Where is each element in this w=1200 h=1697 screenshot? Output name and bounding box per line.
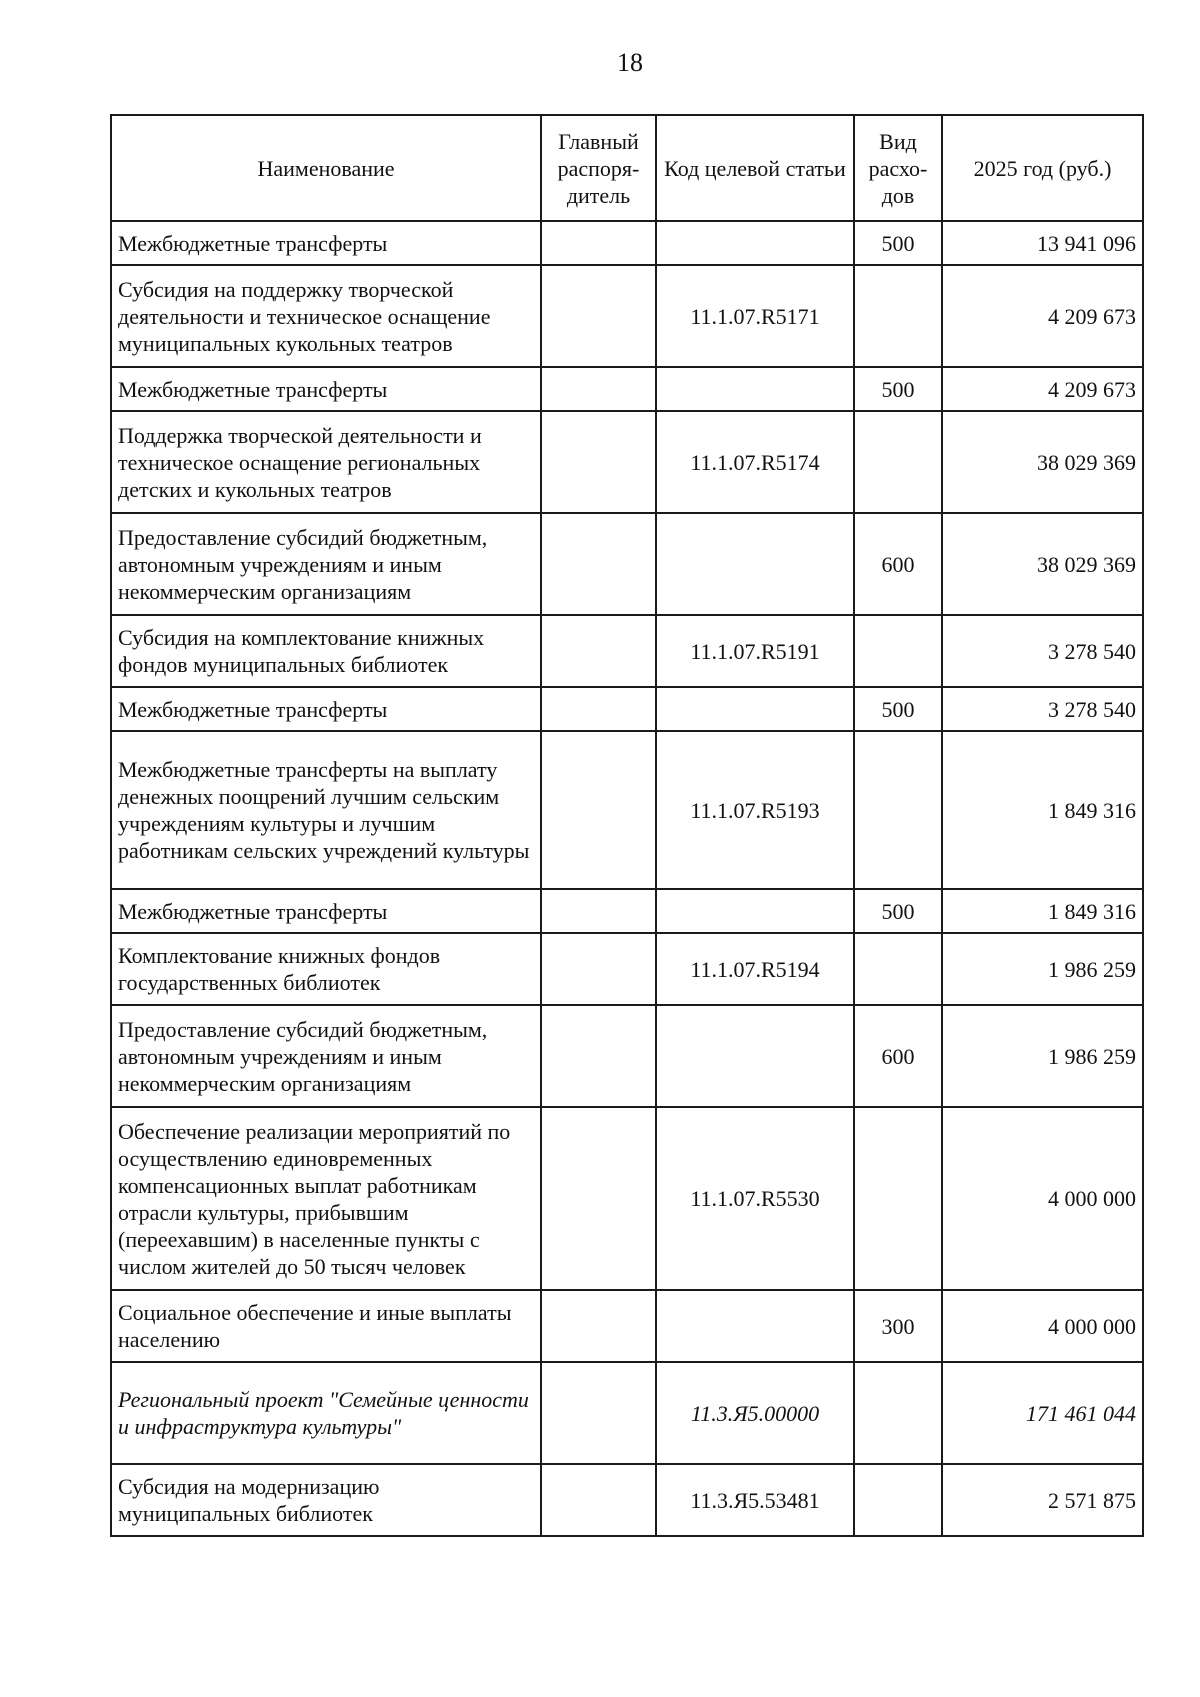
- row-expense-type: [854, 265, 942, 367]
- table-row: [111, 1107, 1143, 1290]
- row-name: Предоставление субсидий бюджетным, автономным учреждениям и иным некоммерческим организациям: [111, 1005, 541, 1107]
- row-amount: 38 029 369: [942, 411, 1143, 513]
- header-chief-administrator: Главный распоря-дитель: [541, 115, 656, 221]
- table-row: [111, 933, 1143, 1005]
- row-expense-type: [854, 731, 942, 889]
- row-amount: 4 209 673: [942, 367, 1143, 411]
- row-expense-type: [854, 411, 942, 513]
- row-name: Обеспечение реализации мероприятий по осуществлению единовременных компенсационных выплат работникам отрасли культуры, прибывшим (переехавшим) в населенные пункты с числом жителей до 50 тысяч человек: [111, 1107, 541, 1290]
- row-target-code: 11.3.Я5.00000: [656, 1362, 854, 1464]
- row-expense-type: 500: [854, 367, 942, 411]
- row-chief-administrator: [541, 731, 656, 889]
- header-target-code: Код целевой статьи: [656, 115, 854, 221]
- row-expense-type: [854, 1107, 942, 1290]
- row-amount: 3 278 540: [942, 687, 1143, 731]
- table-row: [111, 1005, 1143, 1107]
- row-expense-type: 500: [854, 221, 942, 265]
- row-chief-administrator: [541, 1464, 656, 1536]
- row-amount: 4 209 673: [942, 265, 1143, 367]
- row-name: Субсидия на поддержку творческой деятельности и техническое оснащение муниципальных кукольных театров: [111, 265, 541, 367]
- row-expense-type: 600: [854, 513, 942, 615]
- row-chief-administrator: [541, 411, 656, 513]
- row-target-code: 11.3.Я5.53481: [656, 1464, 854, 1536]
- table-row: [111, 731, 1143, 889]
- budget-table: [110, 114, 1144, 1537]
- row-target-code: 11.1.07.R5174: [656, 411, 854, 513]
- row-expense-type: [854, 1464, 942, 1536]
- row-name: Межбюджетные трансферты: [111, 367, 541, 411]
- row-expense-type: [854, 615, 942, 687]
- row-chief-administrator: [541, 687, 656, 731]
- row-target-code: 11.1.07.R5193: [656, 731, 854, 889]
- page-number: 18: [617, 48, 643, 77]
- table-row: [111, 411, 1143, 513]
- row-name: Субсидия на модернизацию муниципальных библиотек: [111, 1464, 541, 1536]
- row-chief-administrator: [541, 1005, 656, 1107]
- row-expense-type: [854, 933, 942, 1005]
- row-name: Комплектование книжных фондов государственных библиотек: [111, 933, 541, 1005]
- row-amount: 4 000 000: [942, 1107, 1143, 1290]
- header-amount-2025: 2025 год (руб.): [942, 115, 1143, 221]
- row-chief-administrator: [541, 1290, 656, 1362]
- row-target-code: 11.1.07.R5530: [656, 1107, 854, 1290]
- row-target-code: 11.1.07.R5171: [656, 265, 854, 367]
- row-target-code: [656, 687, 854, 731]
- row-target-code: [656, 889, 854, 933]
- row-expense-type: 500: [854, 687, 942, 731]
- header-name: Наименование: [111, 115, 541, 221]
- table-row: [111, 615, 1143, 687]
- table-row: [111, 1290, 1143, 1362]
- row-target-code: 11.1.07.R5194: [656, 933, 854, 1005]
- row-amount: 1 986 259: [942, 1005, 1143, 1107]
- row-amount: 13 941 096: [942, 221, 1143, 265]
- row-amount: 171 461 044: [942, 1362, 1143, 1464]
- header-expense-type: Вид расхо-дов: [854, 115, 942, 221]
- row-target-code: [656, 367, 854, 411]
- row-target-code: [656, 221, 854, 265]
- table-row: [111, 889, 1143, 933]
- row-expense-type: 300: [854, 1290, 942, 1362]
- row-target-code: [656, 1005, 854, 1107]
- row-name: Региональный проект "Семейные ценности и инфраструктура культуры": [111, 1362, 541, 1464]
- row-name: Социальное обеспечение и иные выплаты населению: [111, 1290, 541, 1362]
- row-name: Поддержка творческой деятельности и техническое оснащение региональных детских и кукольных театров: [111, 411, 541, 513]
- row-chief-administrator: [541, 1107, 656, 1290]
- row-name: Межбюджетные трансферты: [111, 687, 541, 731]
- table-body: [111, 221, 1143, 1536]
- table-row: [111, 1464, 1143, 1536]
- table-row: [111, 1362, 1143, 1464]
- row-expense-type: 500: [854, 889, 942, 933]
- table-row: [111, 221, 1143, 265]
- row-amount: 4 000 000: [942, 1290, 1143, 1362]
- row-name: Межбюджетные трансферты: [111, 889, 541, 933]
- row-amount: 2 571 875: [942, 1464, 1143, 1536]
- row-target-code: 11.1.07.R5191: [656, 615, 854, 687]
- row-chief-administrator: [541, 1362, 656, 1464]
- row-name: Межбюджетные трансферты на выплату денежных поощрений лучшим сельским учреждениям культуры и лучшим работникам сельских учреждений культуры: [111, 731, 541, 889]
- table-row: [111, 687, 1143, 731]
- row-expense-type: 600: [854, 1005, 942, 1107]
- table-row: [111, 367, 1143, 411]
- row-amount: 1 986 259: [942, 933, 1143, 1005]
- row-chief-administrator: [541, 889, 656, 933]
- row-chief-administrator: [541, 933, 656, 1005]
- row-chief-administrator: [541, 513, 656, 615]
- row-target-code: [656, 1290, 854, 1362]
- row-name: Субсидия на комплектование книжных фондов муниципальных библиотек: [111, 615, 541, 687]
- row-chief-administrator: [541, 615, 656, 687]
- row-name: Предоставление субсидий бюджетным, автономным учреждениям и иным некоммерческим организациям: [111, 513, 541, 615]
- row-target-code: [656, 513, 854, 615]
- row-chief-administrator: [541, 265, 656, 367]
- row-name: Межбюджетные трансферты: [111, 221, 541, 265]
- row-expense-type: [854, 1362, 942, 1464]
- row-amount: 1 849 316: [942, 889, 1143, 933]
- table-row: [111, 513, 1143, 615]
- table-row: [111, 265, 1143, 367]
- row-amount: 38 029 369: [942, 513, 1143, 615]
- row-amount: 1 849 316: [942, 731, 1143, 889]
- row-amount: 3 278 540: [942, 615, 1143, 687]
- row-chief-administrator: [541, 221, 656, 265]
- table-header-row: [111, 115, 1143, 221]
- row-chief-administrator: [541, 367, 656, 411]
